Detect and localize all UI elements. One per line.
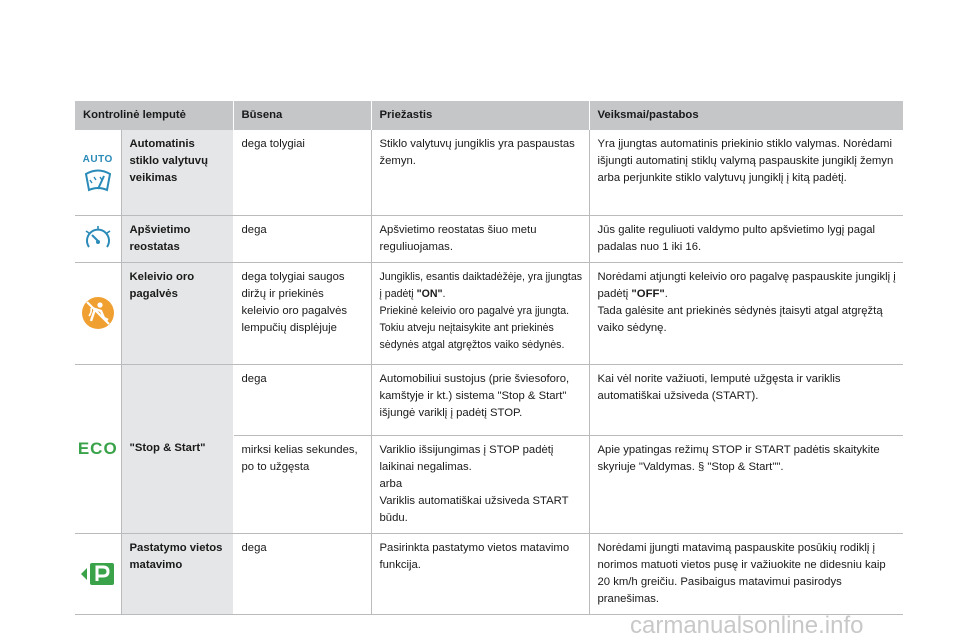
action-text: Norėdami įjungti matavimą paspauskite posūkių rodiklį į norimos matuoti vietos pusę ir važiuokite ne didesniu kaip 20 km/h greičiu. Pasibaigus matavimui pasirodys pranešimas. [589,533,903,614]
passenger-airbag-off-icon [75,262,121,364]
cause-line-2: Priekinė keleivio oro pagalvė yra įjungta. [379,304,570,317]
cause-line-2: arba [379,477,403,490]
action-text: Norėdami atjungti keleivio oro pagalvę paspauskite jungiklį į padėtį "OFF". Tada galėsite ant priekinės sėdynės įtaisyti atgal atgręžtą vaiko sėdynę. [589,262,903,364]
eco-stop-start-icon [75,364,121,533]
wiper-icon [75,130,121,215]
cause-line-3: Tokiu atveju neįtaisykite ant priekinės sėdynės atgal atgręžtos vaiko sėdynės. [379,321,565,351]
status-text: dega tolygiai saugos diržų ir priekinės keleivio oro pagalvės lempučių displėjuje [233,262,371,364]
table-row [75,215,903,262]
dashboard-lighting-icon [75,215,121,262]
indicator-name: "Stop & Start" [121,364,233,533]
table-header-row [75,101,903,130]
action-text: Apie ypatingas režimų STOP ir START padėtis skaitykite skyriuje "Valdymas. § "Stop & Start"". [589,435,903,533]
lighting-symbol-icon [83,225,113,253]
indicator-name: Apšvietimo reostatas [121,215,233,262]
action-text: Jūs galite reguliuoti valdymo pulto apšvietimo lygį pagal padalas nuo 1 iki 16. [589,215,903,262]
indicator-table [75,101,904,615]
action-line-1: Norėdami atjungti keleivio oro pagalvę paspauskite jungiklį į padėtį [597,270,896,300]
airbag-symbol-icon [81,296,115,330]
header-indicator: Kontrolinė lemputė [75,101,233,130]
parking-symbol-icon [79,560,117,588]
wiper-symbol-icon [83,168,113,194]
watermark: carmanualsonline.info [630,612,864,639]
cause-text: Jungiklis, esantis daiktadėžėje, yra įjungtas į padėtį "ON". Priekinė keleivio oro pagalvė yra įjungta. Tokiu atveju neįtaisykite ant priekinės sėdynės atgal atgręžtos vaiko sėdynės. [371,262,589,364]
cause-line-1: Variklio išsijungimas į STOP padėtį laikinai negalimas. [379,443,554,473]
indicator-name: Automatinis stiklo valytuvų veikimas [121,130,233,215]
action-line-2: Tada galėsite ant priekinės sėdynės įtaisyti atgal atgręžtą vaiko sėdynę. [597,304,883,334]
action-text: Kai vėl norite važiuoti, lemputė užgęsta ir variklis automatiškai užsiveda (START). [589,364,903,435]
indicator-name: Pastatymo vietos matavimo [121,533,233,614]
status-text: dega [233,364,371,435]
action-text: Yra įjungtas automatinis priekinio stiklo valymas. Norėdami išjungti automatinį stiklų valymą paspauskite jungiklį žemyn arba perjunkite stiklo valytuvų jungiklį į kitą padėtį. [589,130,903,215]
cause-text: Apšvietimo reostatas šiuo metu reguliuojamas. [371,215,589,262]
cause-line-3: Variklis automatiškai užsiveda START būdu. [379,494,569,524]
table-row [75,262,903,364]
auto-label: AUTO [82,153,113,165]
on-position: "ON" [416,287,443,300]
status-text: dega [233,215,371,262]
eco-label: ECO [77,439,118,458]
table-row [75,364,903,435]
header-status: Būsena [233,101,371,130]
cause-text: Pasirinkta pastatymo vietos matavimo funkcija. [371,533,589,614]
cause-text: Stiklo valytuvų jungiklis yra paspaustas žemyn. [371,130,589,215]
header-actions: Veiksmai/pastabos [589,101,903,130]
off-position: "OFF" [631,287,665,300]
indicator-name: Keleivio oro pagalvės [121,262,233,364]
table-row [75,130,903,215]
cause-text [371,435,589,533]
parking-sensor-icon [75,533,121,614]
cause-line-1: Jungiklis, esantis daiktadėžėje, yra įjungtas į padėtį [379,270,583,300]
status-text: mirksi kelias sekundes, po to užgęsta [233,435,371,533]
status-text: dega tolygiai [233,130,371,215]
table-row [75,533,903,614]
header-cause: Priežastis [371,101,589,130]
status-text: dega [233,533,371,614]
cause-text: Automobiliui sustojus (prie šviesoforo, kamštyje ir kt.) sistema "Stop & Start" išjungė variklį į padėtį STOP. [371,364,589,435]
